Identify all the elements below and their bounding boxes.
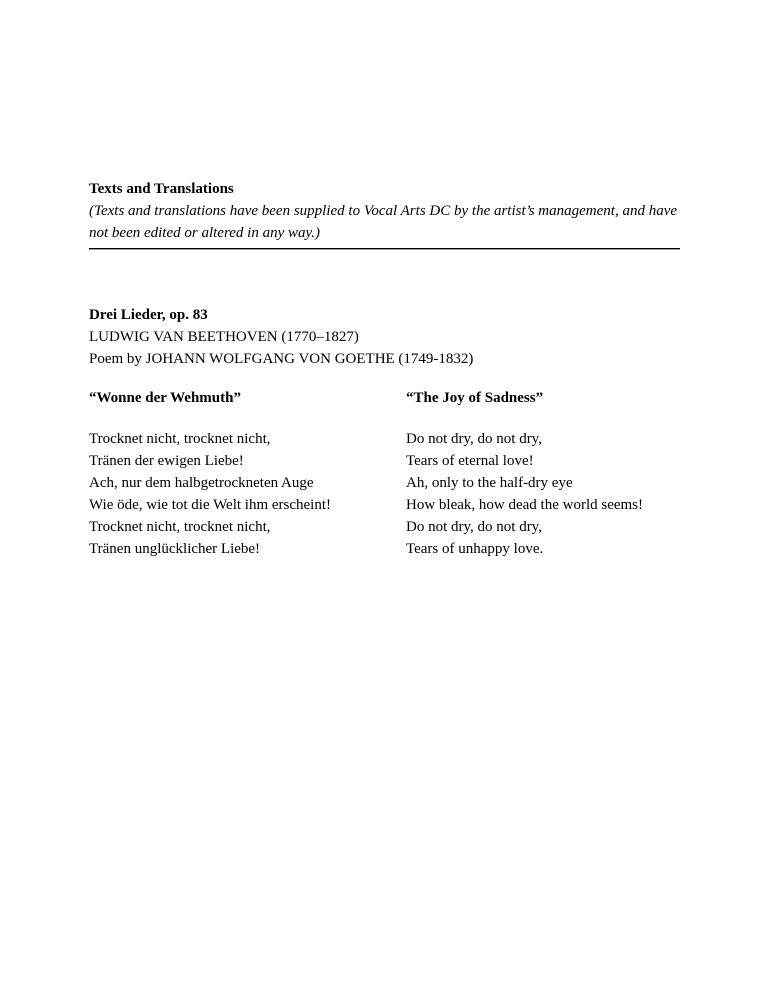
poet-line: Poem by JOHANN WOLFGANG VON GOETHE (1749-1832) xyxy=(89,351,474,367)
original-line: Tränen unglücklicher Liebe! xyxy=(89,541,261,557)
composer-line: LUDWIG VAN BEETHOVEN (1770–1827) xyxy=(89,329,359,345)
original-line: Tränen der ewigen Liebe! xyxy=(89,453,244,469)
translation-line: Do not dry, do not dry, xyxy=(406,431,542,447)
translation-line: Tears of unhappy love. xyxy=(406,541,544,557)
work-info xyxy=(89,304,473,370)
original-line: Wie öde, wie tot die Welt ihm erscheint! xyxy=(89,497,332,513)
translation-verse xyxy=(406,428,643,560)
original-line: Trocknet nicht, trocknet nicht, xyxy=(89,431,271,447)
original-verse xyxy=(89,428,331,560)
original-text-column xyxy=(89,387,331,560)
texts-translations-header xyxy=(89,178,679,244)
translation-column xyxy=(406,387,643,560)
original-song-title: “Wonne der Wehmuth” xyxy=(89,390,241,406)
translation-line: How bleak, how dead the world seems! xyxy=(406,497,644,513)
translation-line: Tears of eternal love! xyxy=(406,453,534,469)
divider-rule xyxy=(89,248,680,250)
work-title: Drei Lieder, op. 83 xyxy=(89,307,208,323)
translation-song-title: “The Joy of Sadness” xyxy=(406,390,544,406)
supply-note: (Texts and translations have been supplied to Vocal Arts DC by the artist’s management, and have not been edited or altered in any way.) xyxy=(89,203,678,241)
section-title: Texts and Translations xyxy=(89,181,234,197)
translation-line: Do not dry, do not dry, xyxy=(406,519,542,535)
translation-line: Ah, only to the half-dry eye xyxy=(406,475,573,491)
original-line: Trocknet nicht, trocknet nicht, xyxy=(89,519,271,535)
original-line: Ach, nur dem halbgetrockneten Auge xyxy=(89,475,314,491)
